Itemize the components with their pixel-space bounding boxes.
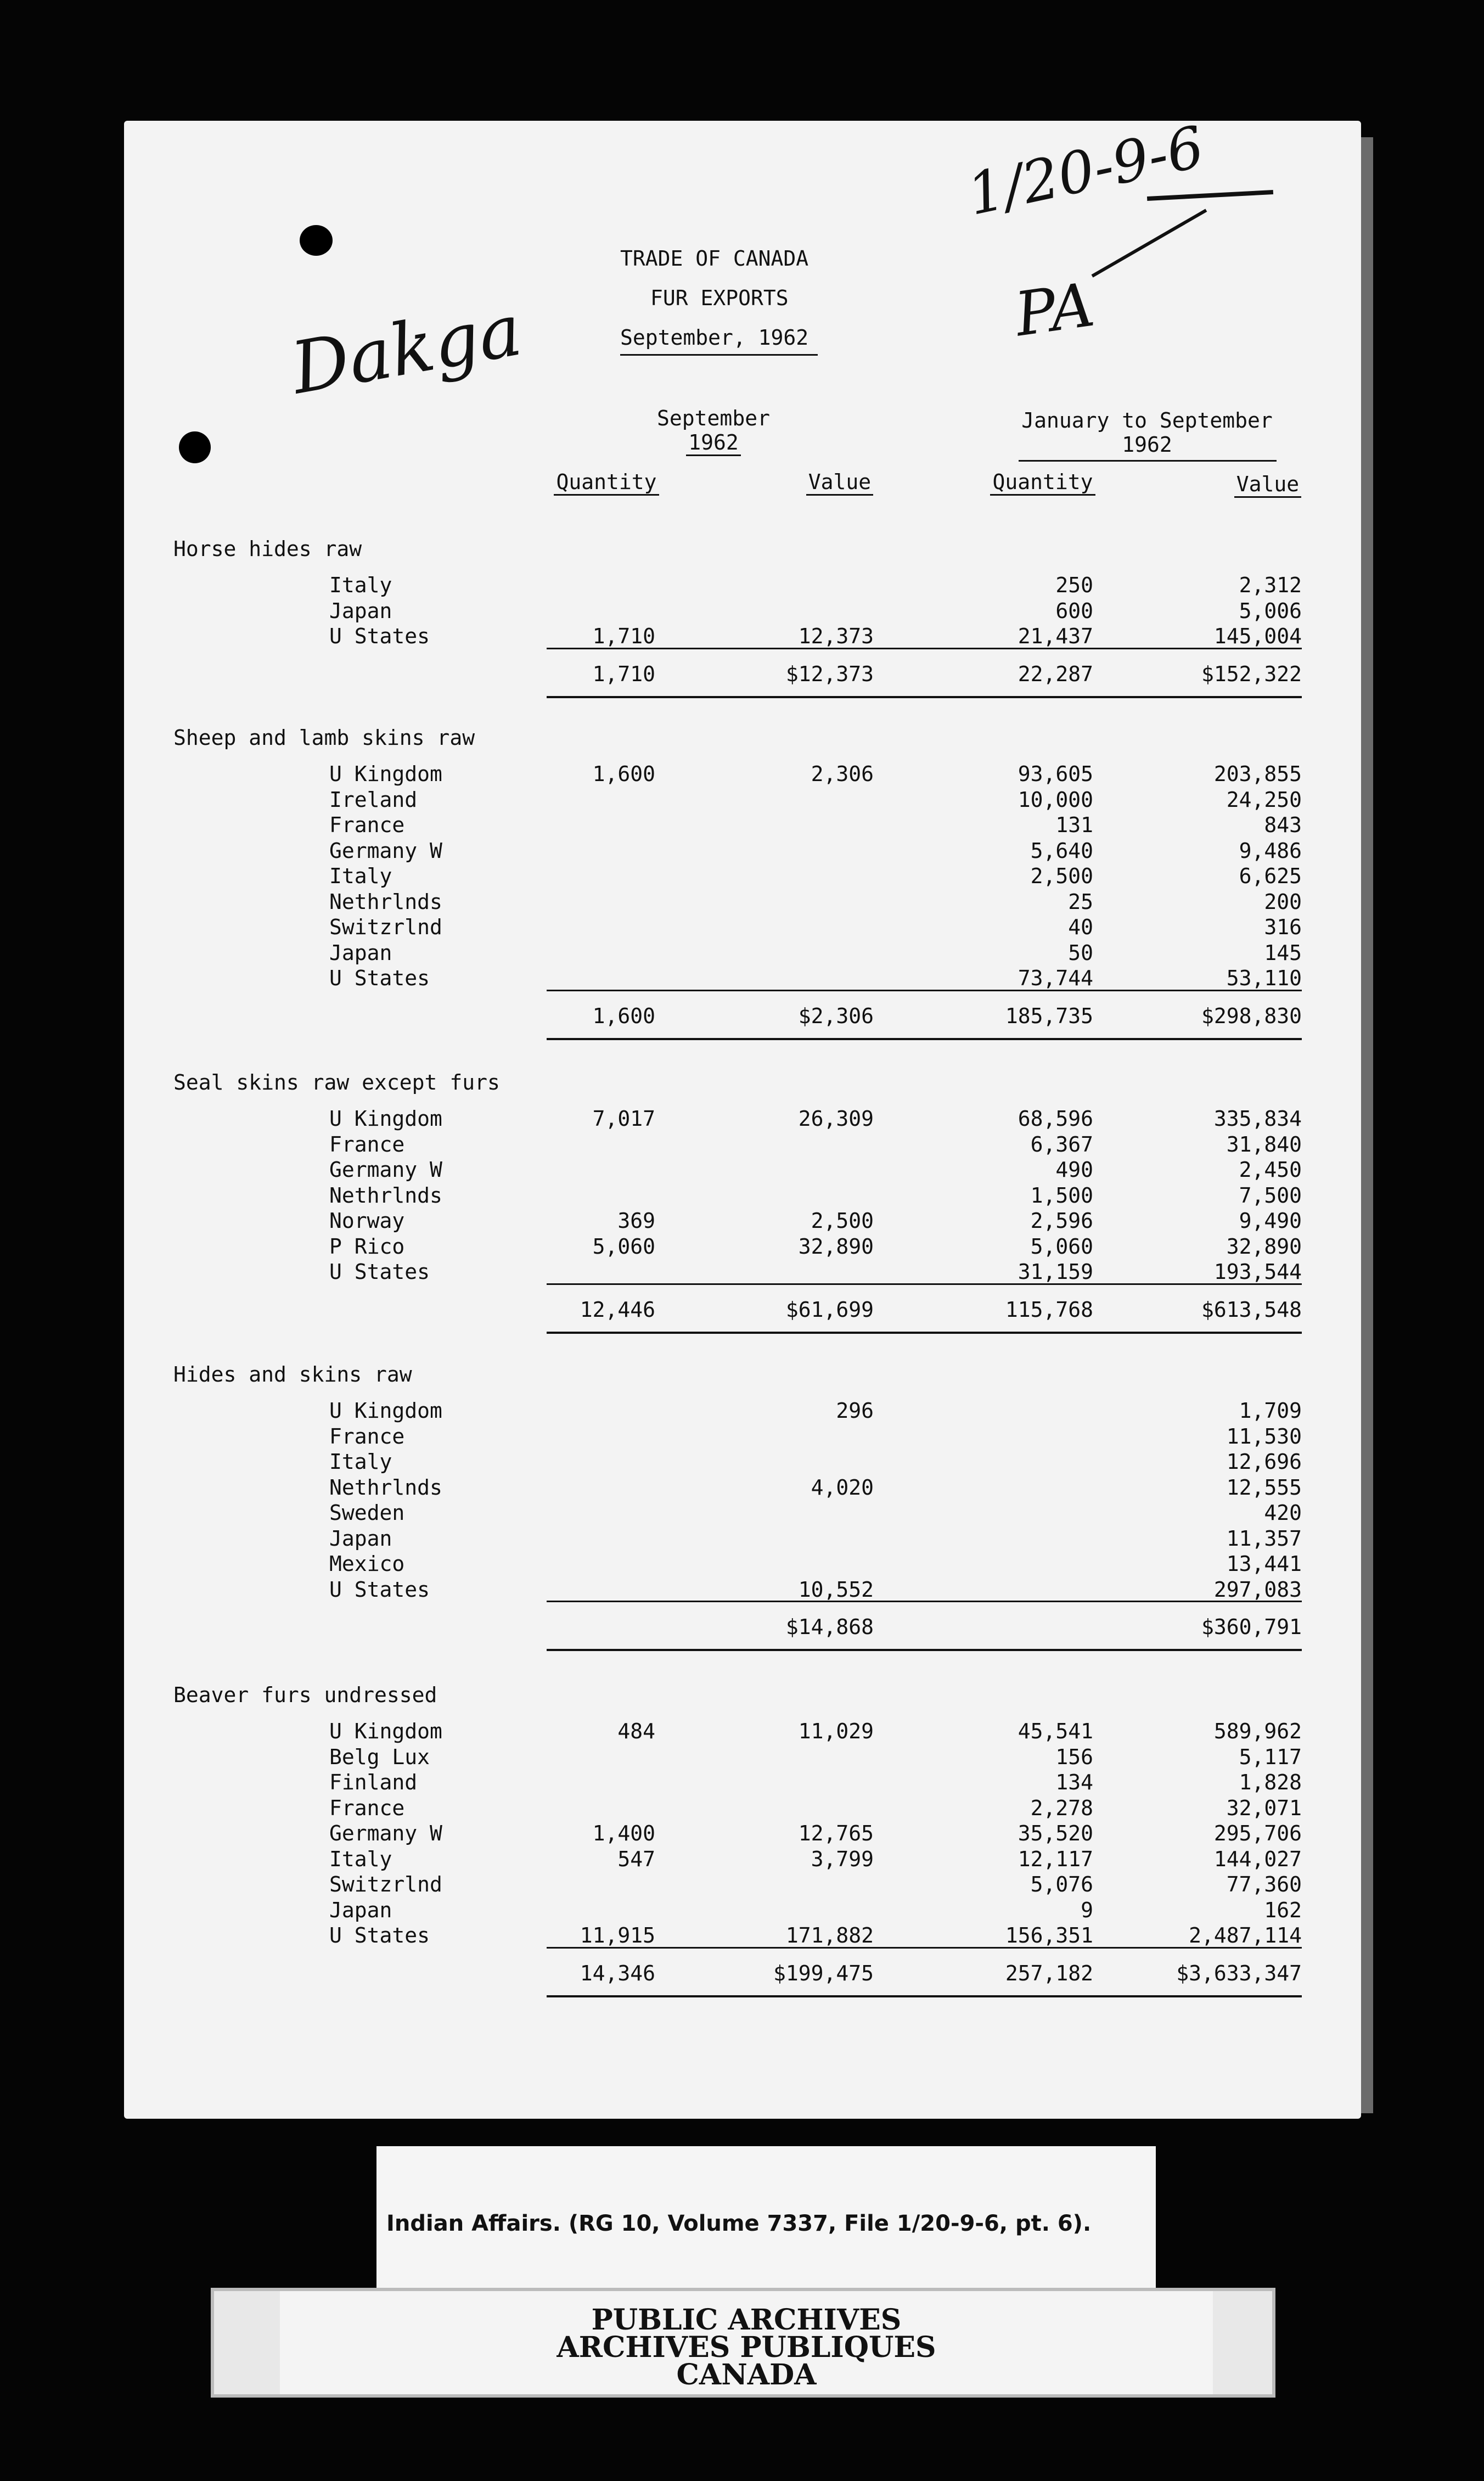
country-name: U Kingdom [329, 1107, 442, 1131]
cell-ytd-val: 32,071 [1226, 1795, 1302, 1820]
country-name: Ireland [329, 787, 418, 812]
country-name: U States [329, 1577, 430, 1602]
cell-sep-val: 11,029 [798, 1719, 874, 1743]
country-name: U Kingdom [329, 1719, 442, 1743]
total-rule [547, 1332, 1302, 1334]
table-row [0, 1898, 1361, 1923]
country-name: Nethrlnds [329, 1475, 442, 1500]
cell-sep-qty: 547 [617, 1846, 655, 1871]
cell-ytd-val: 297,083 [1213, 1577, 1302, 1602]
cell-ytd-qty: 131 [1055, 813, 1093, 837]
table-row [0, 1132, 1361, 1158]
month-label: September [657, 406, 770, 430]
cell-ytd-val: 24,250 [1226, 787, 1302, 812]
country-name: Japan [329, 1526, 392, 1551]
document-heading [620, 239, 808, 357]
handwritten-file-number: 1/20-9-6 [962, 113, 1210, 229]
archive-stamp-text [280, 2291, 1213, 2394]
cell-ytd-qty: 134 [1055, 1770, 1093, 1794]
total-row [0, 1961, 1361, 1986]
table-row [0, 1450, 1361, 1475]
month-header [626, 406, 801, 454]
country-name: Germany W [329, 1821, 442, 1845]
cell-ytd-val: 193,544 [1213, 1260, 1302, 1284]
cell-sep-qty: 1,400 [592, 1821, 655, 1845]
cell-ytd-val: 589,962 [1213, 1719, 1302, 1743]
stamp-line-3: CANADA [676, 2358, 817, 2392]
cell-ytd-qty: 40 [1068, 915, 1093, 939]
cell-ytd-qty: 156 [1055, 1744, 1093, 1769]
cell-ytd-qty: 68,596 [1018, 1107, 1093, 1131]
country-name: Norway [329, 1209, 405, 1233]
country-name: Italy [329, 1450, 392, 1474]
country-name: Sweden [329, 1501, 405, 1525]
cell-ytd-val: 12,696 [1226, 1450, 1302, 1474]
table-row [0, 1770, 1361, 1795]
cell-sep-qty: 1,600 [592, 762, 655, 786]
country-name: Japan [329, 598, 392, 623]
cell-sep-val: 2,306 [811, 762, 874, 786]
total-row [0, 1615, 1361, 1640]
stamp-line-2: ARCHIVES PUBLIQUES [556, 2331, 936, 2364]
handwritten-signature: Dakga [285, 288, 528, 411]
cell-ytd-qty: 2,278 [1030, 1795, 1093, 1820]
country-name: Italy [329, 573, 392, 597]
col-sep-quantity: Quantity [543, 470, 670, 494]
col-ytd-quantity: Quantity [977, 470, 1109, 494]
cell-ytd-val: 162 [1264, 1898, 1302, 1922]
total-rule [547, 1649, 1302, 1651]
table-row [0, 624, 1361, 649]
cell-ytd-val: 200 [1264, 889, 1302, 914]
table-row [0, 1158, 1361, 1183]
cell-ytd-qty: 50 [1068, 940, 1093, 965]
group-title: Beaver furs undressed [173, 1683, 437, 1707]
country-name: France [329, 1424, 405, 1449]
table-row [0, 1526, 1361, 1552]
table-row [0, 1475, 1361, 1501]
cell-ytd-qty: 5,060 [1030, 1234, 1093, 1259]
heading-line-2: FUR EXPORTS [650, 286, 789, 310]
table-row [0, 1821, 1361, 1846]
country-name: Mexico [329, 1552, 405, 1576]
country-name: U States [329, 1260, 430, 1284]
col-ytd-value: Value [1218, 472, 1317, 496]
ytd-rule [1019, 460, 1277, 462]
country-name: U Kingdom [329, 1399, 442, 1423]
table-row [0, 1234, 1361, 1260]
total-sep-qty: 1,600 [592, 1003, 655, 1028]
punch-hole-bottom [179, 431, 211, 463]
table-row [0, 1719, 1361, 1744]
total-rule [547, 1995, 1302, 1997]
subtotal-rule [547, 1947, 1302, 1949]
country-name: France [329, 1132, 405, 1157]
cell-sep-val: 4,020 [811, 1475, 874, 1500]
table-row [0, 1872, 1361, 1898]
cell-sep-val: 26,309 [798, 1107, 874, 1131]
cell-ytd-val: 9,486 [1239, 838, 1302, 863]
cell-ytd-val: 13,441 [1226, 1552, 1302, 1576]
table-row [0, 1745, 1361, 1770]
ytd-header [999, 408, 1295, 457]
total-ytd-val: $360,791 [1201, 1615, 1302, 1639]
cell-sep-qty: 369 [617, 1209, 655, 1233]
cell-ytd-val: 145,004 [1213, 624, 1302, 648]
cell-sep-val: 32,890 [798, 1234, 874, 1259]
subtotal-rule [547, 1601, 1302, 1602]
cell-ytd-val: 316 [1264, 915, 1302, 939]
total-sep-val: $2,306 [798, 1003, 874, 1028]
cell-ytd-qty: 600 [1055, 598, 1093, 623]
country-name: France [329, 813, 405, 837]
cell-sep-val: 12,373 [798, 624, 874, 648]
table-row [0, 1209, 1361, 1234]
cell-ytd-val: 53,110 [1226, 966, 1302, 990]
cell-ytd-qty: 6,367 [1030, 1132, 1093, 1157]
subtotal-rule [547, 990, 1302, 991]
cell-ytd-val: 9,490 [1239, 1209, 1302, 1233]
cell-ytd-val: 2,450 [1239, 1158, 1302, 1182]
table-row [0, 1424, 1361, 1450]
country-name: Nethrlnds [329, 1183, 442, 1208]
cell-ytd-qty: 5,076 [1030, 1872, 1093, 1896]
cell-sep-qty: 484 [617, 1719, 655, 1743]
country-name: Finland [329, 1770, 418, 1794]
table-row [0, 1183, 1361, 1209]
cell-ytd-val: 2,312 [1239, 573, 1302, 597]
country-name: U Kingdom [329, 762, 442, 786]
total-sep-val: $199,475 [773, 1961, 874, 1985]
heading-line-3: September, 1962 [620, 325, 809, 350]
cell-ytd-val: 144,027 [1213, 1846, 1302, 1871]
country-name: France [329, 1795, 405, 1820]
cell-ytd-val: 1,828 [1239, 1770, 1302, 1794]
total-rule [547, 696, 1302, 698]
total-ytd-val: $613,548 [1201, 1297, 1302, 1322]
total-row [0, 662, 1361, 687]
cell-ytd-qty: 10,000 [1018, 787, 1093, 812]
cell-sep-val: 3,799 [811, 1846, 874, 1871]
month-year: 1962 [686, 430, 741, 456]
country-name: Switzrlnd [329, 1872, 442, 1896]
cell-ytd-val: 5,117 [1239, 1744, 1302, 1769]
country-name: U States [329, 624, 430, 648]
cell-ytd-qty: 1,500 [1030, 1183, 1093, 1208]
cell-ytd-qty: 35,520 [1018, 1821, 1093, 1845]
cell-sep-val: 10,552 [798, 1577, 874, 1602]
total-ytd-qty: 257,182 [1005, 1961, 1093, 1985]
archive-citation-label [376, 2146, 1156, 2289]
cell-ytd-qty: 45,541 [1018, 1719, 1093, 1743]
table-row [0, 599, 1361, 624]
cell-sep-val: 171,882 [785, 1923, 874, 1947]
cell-ytd-qty: 9 [1081, 1898, 1093, 1922]
group-title: Sheep and lamb skins raw [173, 726, 475, 750]
country-name: Germany W [329, 838, 442, 863]
table-row [0, 1552, 1361, 1577]
handwritten-initials: PA [1010, 269, 1099, 350]
total-sep-val: $61,699 [785, 1297, 874, 1322]
table-row [0, 839, 1361, 864]
total-ytd-val: $3,633,347 [1176, 1961, 1302, 1985]
ytd-label: January to September [1021, 408, 1273, 433]
total-ytd-val: $298,830 [1201, 1003, 1302, 1028]
table-row [0, 1260, 1361, 1285]
cell-sep-qty: 11,915 [580, 1923, 655, 1947]
cell-ytd-qty: 25 [1068, 889, 1093, 914]
cell-ytd-val: 295,706 [1213, 1821, 1302, 1845]
cell-ytd-val: 6,625 [1239, 864, 1302, 888]
country-name: Switzrlnd [329, 915, 442, 939]
country-name: Belg Lux [329, 1744, 430, 1769]
cell-sep-qty: 1,710 [592, 624, 655, 648]
cell-ytd-val: 11,357 [1226, 1526, 1302, 1551]
ytd-year: 1962 [1122, 433, 1172, 457]
cell-ytd-qty: 73,744 [1018, 966, 1093, 990]
table-row [0, 864, 1361, 889]
cell-ytd-val: 11,530 [1226, 1424, 1302, 1449]
punch-hole-top [300, 225, 333, 256]
cell-ytd-qty: 2,596 [1030, 1209, 1093, 1233]
total-sep-val: $14,868 [785, 1615, 874, 1639]
cell-ytd-val: 335,834 [1213, 1107, 1302, 1131]
cell-sep-qty: 5,060 [592, 1234, 655, 1259]
cell-ytd-qty: 5,640 [1030, 838, 1093, 863]
cell-sep-val: 296 [836, 1399, 874, 1423]
archive-stamp [211, 2288, 1275, 2398]
country-name: Italy [329, 1846, 392, 1871]
table-row [0, 1578, 1361, 1603]
table-row [0, 1847, 1361, 1872]
archive-citation: Indian Affairs. (RG 10, Volume 7337, File 1/20-9-6, pt. 6). [386, 2211, 1092, 2236]
table-row [0, 1107, 1361, 1132]
group-title: Seal skins raw except furs [173, 1070, 500, 1094]
total-rule [547, 1038, 1302, 1040]
total-sep-qty: 12,446 [580, 1297, 655, 1322]
cell-ytd-qty: 21,437 [1018, 624, 1093, 648]
heading-rule [620, 354, 818, 356]
table-row [0, 890, 1361, 915]
stamp-line-1: PUBLIC ARCHIVES [591, 2303, 902, 2337]
cell-ytd-val: 2,487,114 [1189, 1923, 1302, 1947]
country-name: Nethrlnds [329, 889, 442, 914]
total-row [0, 1298, 1361, 1323]
table-row [0, 966, 1361, 991]
cell-ytd-val: 31,840 [1226, 1132, 1302, 1157]
cell-ytd-val: 77,360 [1226, 1872, 1302, 1896]
group-title: Hides and skins raw [173, 1362, 412, 1387]
cell-ytd-val: 145 [1264, 940, 1302, 965]
country-name: Japan [329, 1898, 392, 1922]
total-sep-qty: 14,346 [580, 1961, 655, 1985]
col-sep-value: Value [790, 470, 889, 494]
total-ytd-val: $152,322 [1201, 661, 1302, 686]
cell-ytd-val: 12,555 [1226, 1475, 1302, 1500]
cell-ytd-val: 1,709 [1239, 1399, 1302, 1423]
cell-ytd-qty: 93,605 [1018, 762, 1093, 786]
table-row [0, 573, 1361, 598]
country-name: Germany W [329, 1158, 442, 1182]
total-ytd-qty: 22,287 [1018, 661, 1093, 686]
cell-ytd-qty: 2,500 [1030, 864, 1093, 888]
table-row [0, 1796, 1361, 1821]
total-ytd-qty: 115,768 [1005, 1297, 1093, 1322]
total-sep-qty: 1,710 [592, 661, 655, 686]
cell-sep-val: 12,765 [798, 1821, 874, 1845]
cell-sep-val: 2,500 [811, 1209, 874, 1233]
subtotal-rule [547, 1283, 1302, 1285]
cell-ytd-val: 203,855 [1213, 762, 1302, 786]
country-name: Italy [329, 864, 392, 888]
cell-ytd-qty: 12,117 [1018, 1846, 1093, 1871]
country-name: Japan [329, 940, 392, 965]
country-name: U States [329, 1923, 430, 1947]
total-sep-val: $12,373 [785, 661, 874, 686]
cell-ytd-val: 420 [1264, 1501, 1302, 1525]
cell-ytd-qty: 156,351 [1005, 1923, 1093, 1947]
table-row [0, 762, 1361, 787]
cell-ytd-val: 5,006 [1239, 598, 1302, 623]
subtotal-rule [547, 648, 1302, 649]
country-name: P Rico [329, 1234, 405, 1259]
table-row [0, 915, 1361, 940]
table-row [0, 1399, 1361, 1424]
group-title: Horse hides raw [173, 537, 362, 561]
cell-ytd-qty: 31,159 [1018, 1260, 1093, 1284]
cell-ytd-val: 7,500 [1239, 1183, 1302, 1208]
table-row [0, 1923, 1361, 1949]
table-row [0, 941, 1361, 966]
table-row [0, 813, 1361, 838]
cell-ytd-val: 843 [1264, 813, 1302, 837]
table-row [0, 1501, 1361, 1526]
heading-line-1: TRADE OF CANADA [620, 246, 809, 271]
cell-ytd-qty: 490 [1055, 1158, 1093, 1182]
country-name: U States [329, 966, 430, 990]
cell-sep-qty: 7,017 [592, 1107, 655, 1131]
table-row [0, 788, 1361, 813]
total-row [0, 1004, 1361, 1029]
cell-ytd-qty: 250 [1055, 573, 1093, 597]
total-ytd-qty: 185,735 [1005, 1003, 1093, 1028]
cell-ytd-val: 32,890 [1226, 1234, 1302, 1259]
